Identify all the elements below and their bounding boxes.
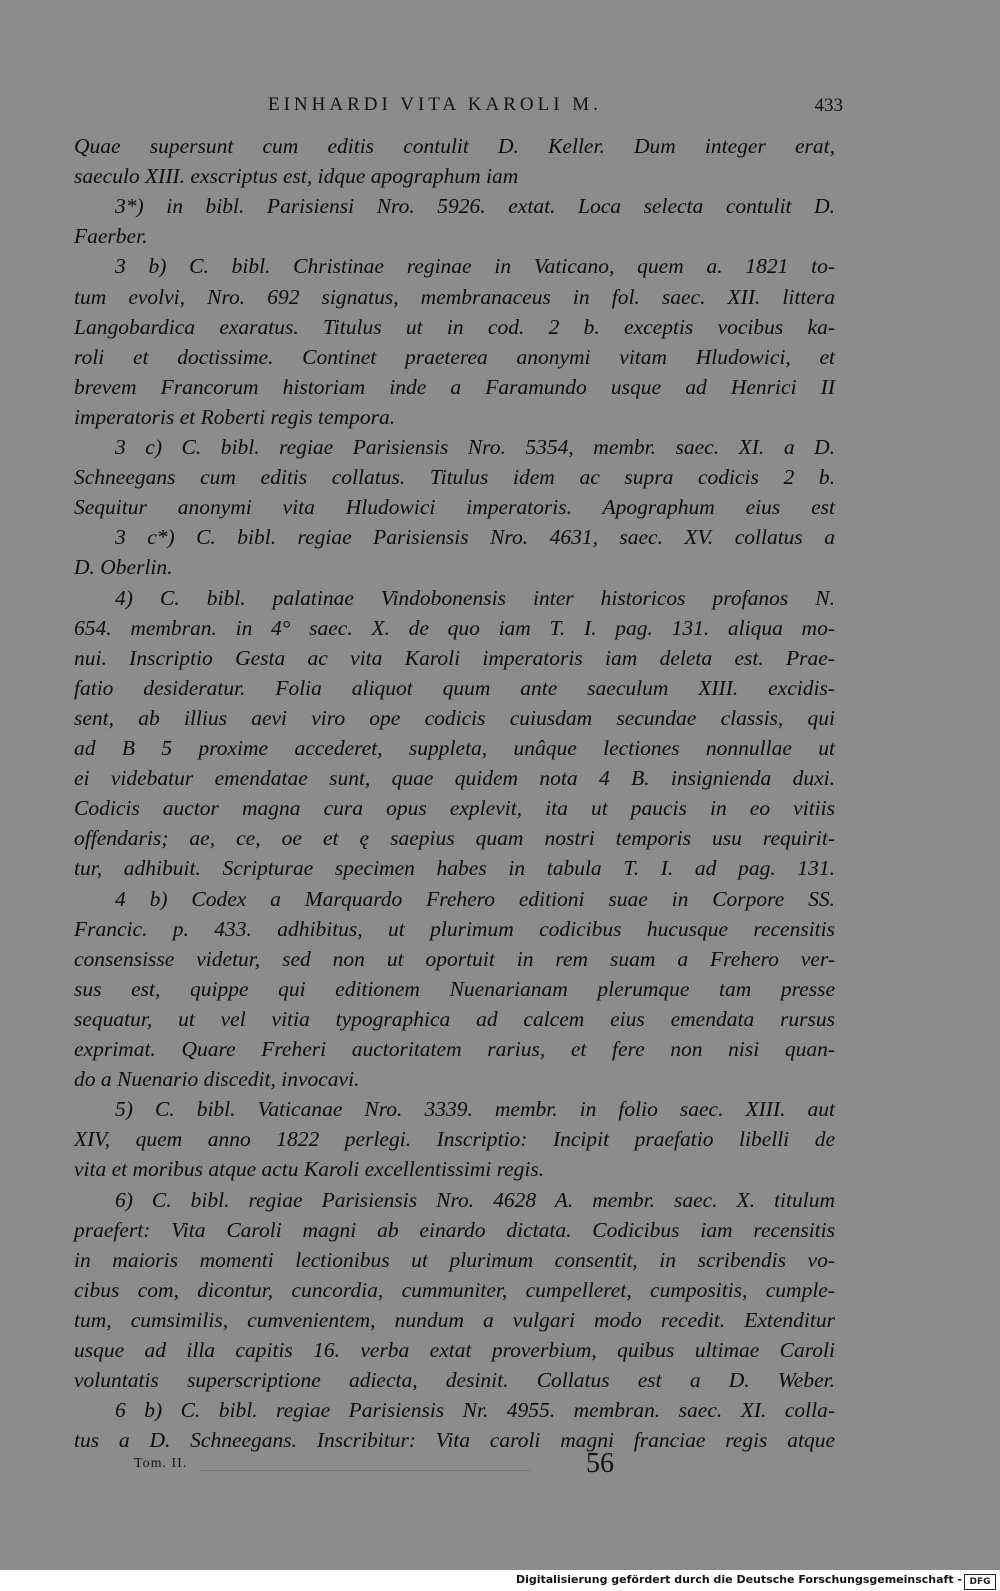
text-line: imperatoris et Roberti regis tempora. xyxy=(74,404,396,429)
text-line: 4 b) Codex a Marquardo Frehero editioni suae in Corpore SS. xyxy=(115,886,835,911)
text-line: Sequitur anonymi vita Hludowici imperatoris. Apographum eius est xyxy=(74,495,835,520)
text-line: 3 c) C. bibl. regiae Parisiensis Nro. 5354, membr. saec. XI. a D. xyxy=(115,435,835,459)
footer-rule xyxy=(200,1470,530,1471)
text-line: usque ad illa capitis 16. verba extat proverbium, quibus ultimae Caroli xyxy=(74,1338,835,1362)
text-line: consensisse videtur, sed non ut oportuit in rem suam a Frehero ver- xyxy=(74,946,835,971)
text-line: 3 b) C. bibl. Christinae reginae in Vaticano, quem a. 1821 to- xyxy=(115,254,835,279)
text-line: 6 b) C. bibl. regiae Parisiensis Nr. 4955. membran. saec. XI. colla- xyxy=(115,1398,835,1423)
text-line: do a Nuenario discedit, invocavi. xyxy=(74,1067,360,1092)
text-line: 3*) in bibl. Parisiensi Nro. 5926. extat. Loca selecta contulit D. xyxy=(115,194,835,219)
text-line: D. Oberlin. xyxy=(74,555,173,580)
running-title: EINHARDI VITA KAROLI M. xyxy=(268,94,602,115)
text-line: 3 c*) C. bibl. regiae Parisiensis Nro. 4631, saec. XV. collatus a xyxy=(115,525,835,550)
text-line: Langobardica exaratus. Titulus ut in cod. 2 b. exceptis vocibus ka- xyxy=(74,314,835,339)
text-line: ei videbatur emendatae sunt, quae quidem nota 4 B. insignienda duxi. xyxy=(74,766,835,791)
dfg-logo-icon: DFG xyxy=(964,1574,996,1590)
text-line: sequatur, ut vel vitia typographica ad calcem eius emendata rursus xyxy=(74,1006,835,1031)
text-line: Francic. p. 433. adhibitus, ut plurimum codicibus hucusque recensitis xyxy=(74,916,835,941)
dfg-credit-bar xyxy=(0,1570,1000,1591)
text-line: vita et moribus atque actu Karoli excellentissimi regis. xyxy=(74,1157,545,1182)
text-line: exprimat. Quare Freheri auctoritatem rarius, et fere non nisi quan- xyxy=(74,1037,835,1061)
text-line: nui. Inscriptio Gesta ac vita Karoli imperatoris iam deleta est. Prae- xyxy=(74,645,835,670)
text-line: voluntatis superscriptione adiecta, desinit. Collatus est a D. Weber. xyxy=(74,1368,835,1393)
text-line: in maioris momenti lectionibus ut plurimum consentit, in scribendis vo- xyxy=(74,1247,835,1272)
text-line: Quae supersunt cum editis contulit D. Keller. Dum integer erat, xyxy=(74,134,835,158)
text-line: roli et doctissime. Continet praeterea anonymi vitam Hludowici, et xyxy=(74,344,835,369)
text-line: 4) C. bibl. palatinae Vindobonensis inter historicos profanos N. xyxy=(115,585,835,610)
text-line: 654. membran. in 4° saec. X. de quo iam T. I. pag. 131. aliqua mo- xyxy=(74,615,835,640)
text-line: 6) C. bibl. regiae Parisiensis Nro. 4628 A. membr. saec. X. titulum xyxy=(115,1187,835,1212)
text-line: tum evolvi, Nro. 692 signatus, membranaceus in fol. saec. XII. littera xyxy=(74,284,835,309)
text-line: Codicis auctor magna cura opus explevit, ita ut paucis in eo vitiis xyxy=(74,796,835,821)
text-line: ad B 5 proxime accederet, suppleta, unâque lectiones nonnullae ut xyxy=(74,736,835,760)
text-line: tus a D. Schneegans. Inscribitur: Vita caroli magni franciae regis atque xyxy=(74,1428,835,1453)
text-line: brevem Francorum historiam inde a Faramundo usque ad Henrici II xyxy=(74,374,835,399)
text-line: Schneegans cum editis collatus. Titulus idem ac supra codicis 2 b. xyxy=(74,465,835,490)
text-line: fatio desideratur. Folia aliquot quum ante saeculum XIII. excidis- xyxy=(74,675,835,700)
text-line: XIV, quem anno 1822 perlegi. Inscriptio: Incipit praefatio libelli de xyxy=(74,1127,835,1152)
text-line: Faerber. xyxy=(74,224,148,249)
text-line: sus est, quippe qui editionem Nuenarianam plerumque tam presse xyxy=(74,976,835,1001)
text-line: praefert: Vita Caroli magni ab einardo dictata. Codicibus iam recensitis xyxy=(74,1217,835,1242)
text-line: offendaris; ae, ce, oe et ę saepius quam nostri temporis usu requirit- xyxy=(74,826,835,851)
text-line: saeculo XIII. exscriptus est, idque apographum iam xyxy=(74,164,519,189)
text-line: cibus com, dicontur, cuncordia, cummuniter, cumpelleret, cumpositis, cumple- xyxy=(74,1277,835,1302)
signature-mark: 56 xyxy=(586,1448,614,1479)
page-number: 433 xyxy=(814,95,843,116)
volume-mark: Tom. II. xyxy=(134,1456,188,1471)
text-line: tur, adhibuit. Scripturae specimen habes in tabula T. I. ad pag. 131. xyxy=(74,856,835,881)
text-line: 5) C. bibl. Vaticanae Nro. 3339. membr. in folio saec. XIII. aut xyxy=(115,1097,835,1122)
text-line: sent, ab illius aevi viro ope codicis cuiusdam secundae classis, qui xyxy=(74,705,835,730)
dfg-credit-text: Digitalisierung gefördert durch die Deutsche Forschungsgemeinschaft - xyxy=(515,1573,962,1586)
text-line: tum, cumsimilis, cumvenientem, nundum a vulgari modo recedit. Extenditur xyxy=(74,1307,835,1332)
